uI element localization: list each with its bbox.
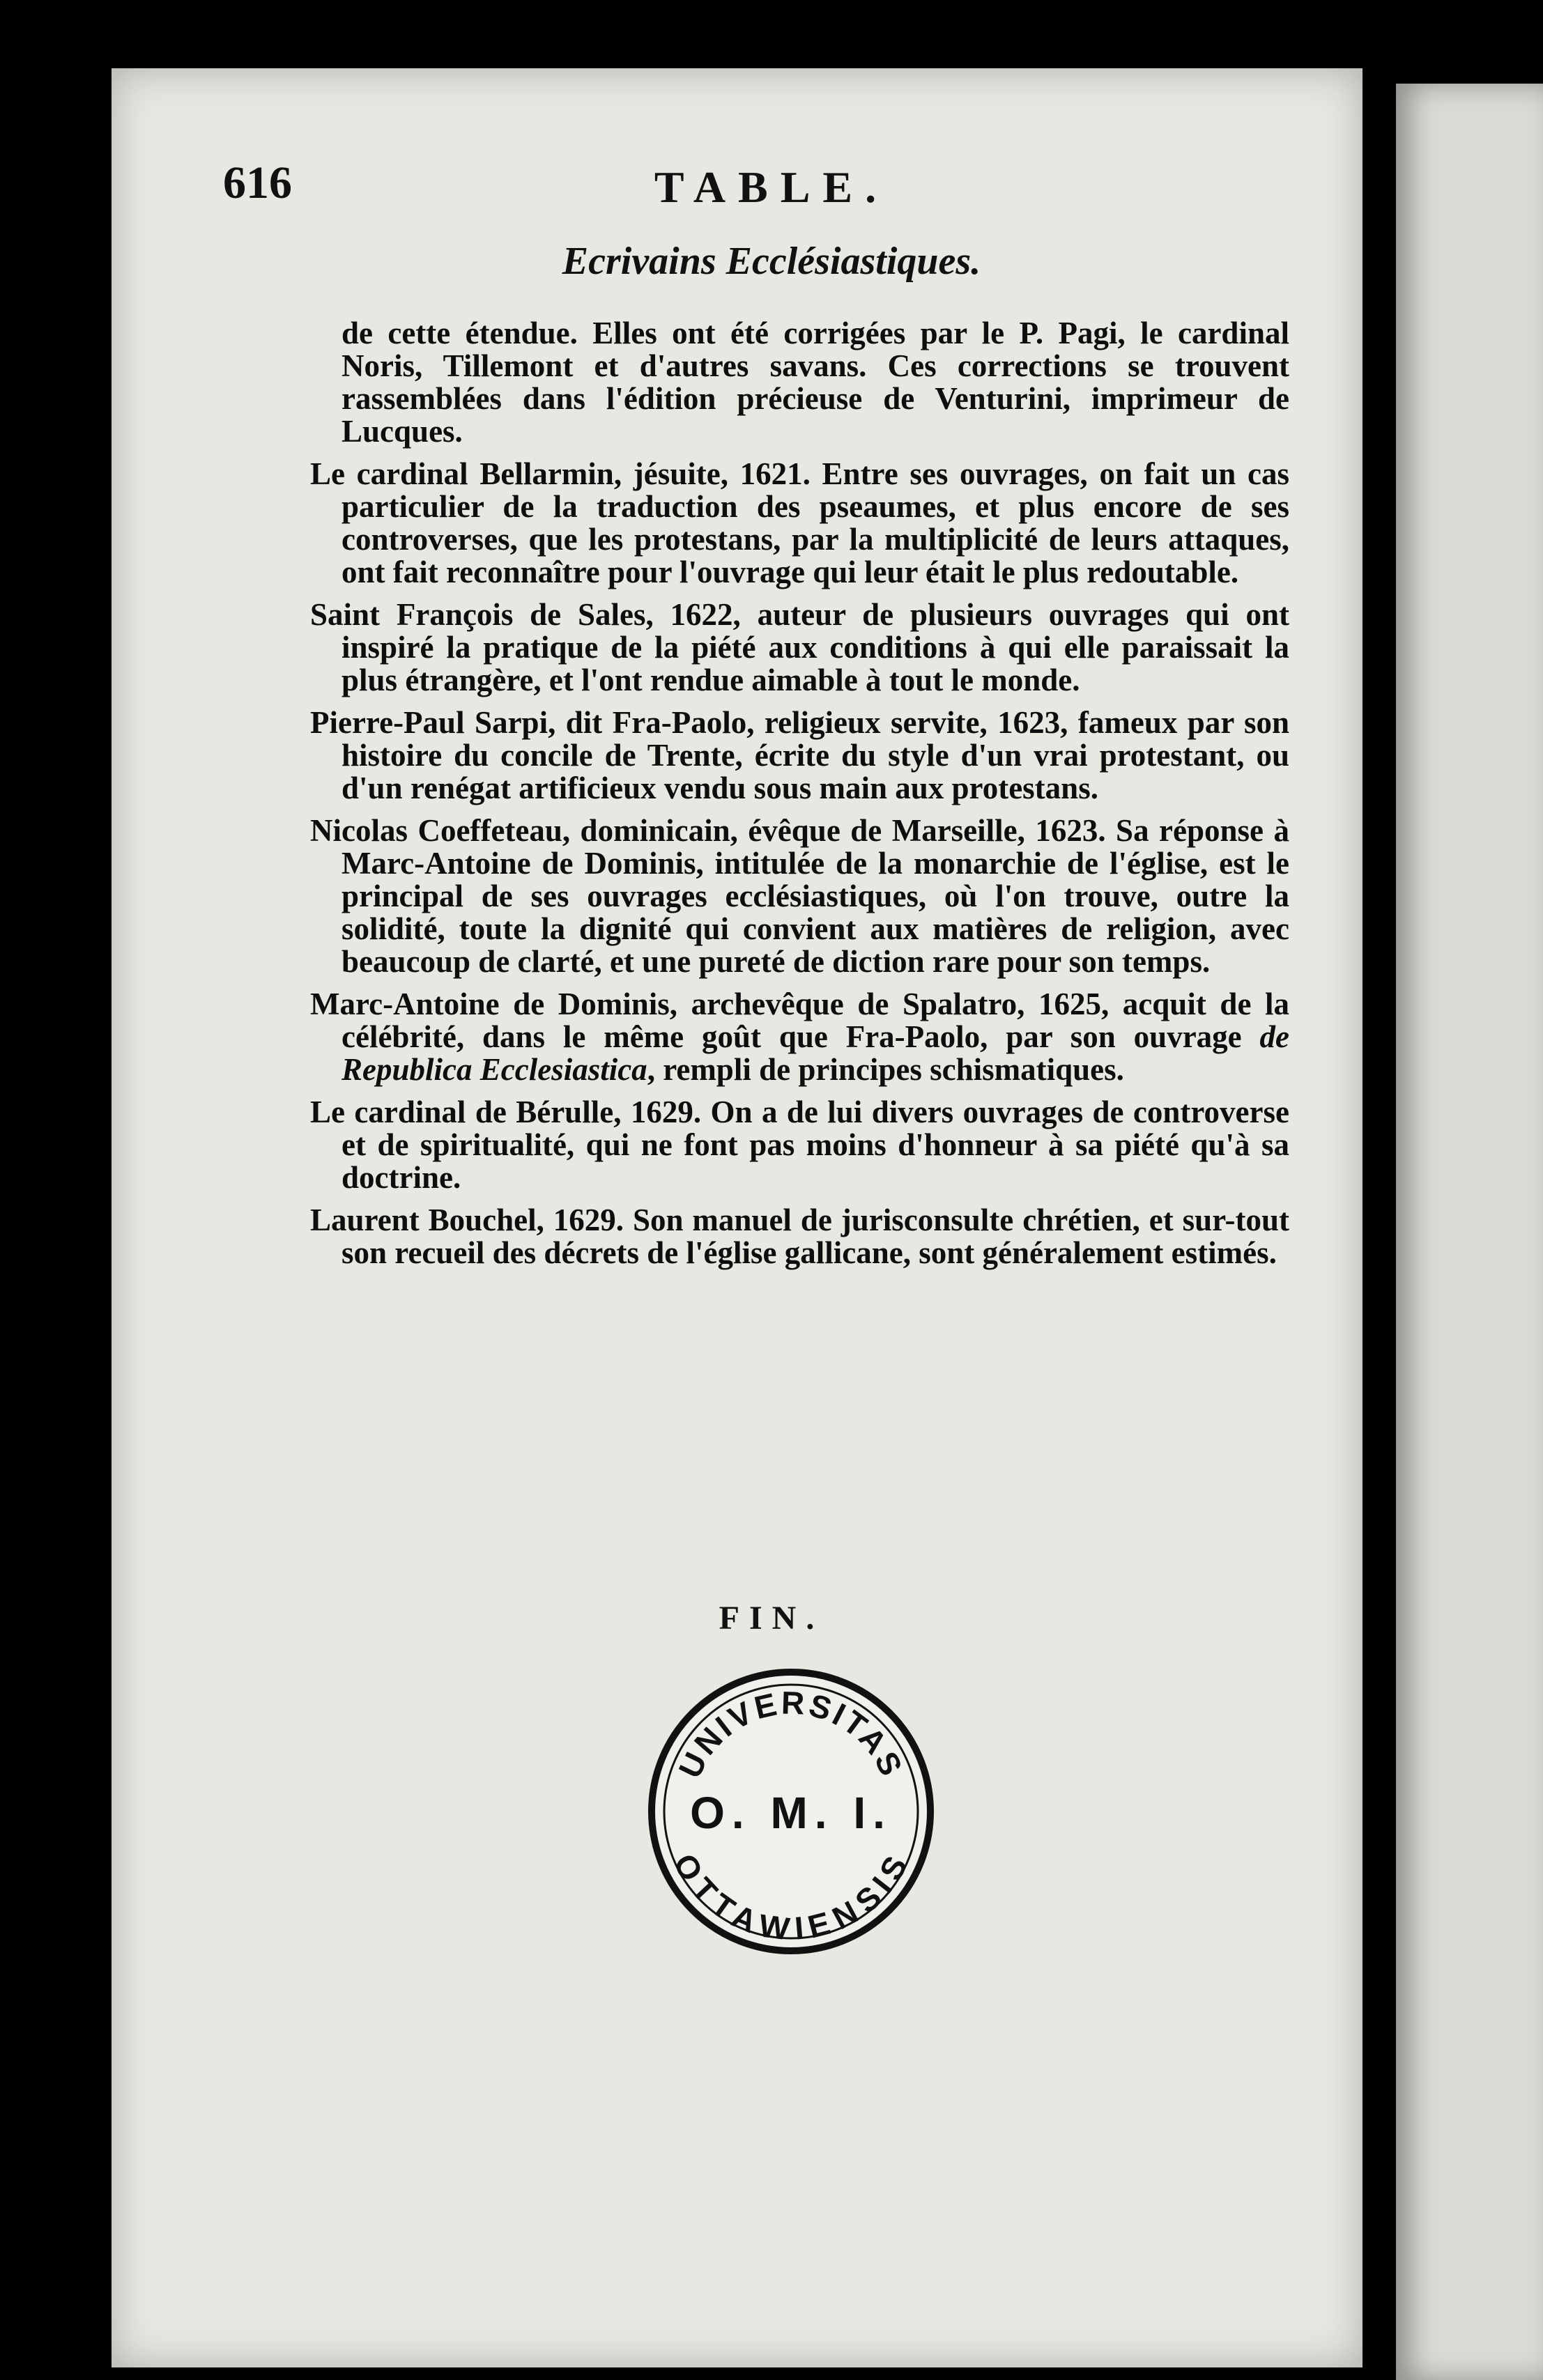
entry-bellarmin: Le cardinal Bellarmin, jésuite, 1621. Entre ses ouvrages, on fait un cas particulier de la traduction des pseaumes, et plus encore de ses controverses, que les protestans, par la multiplicité de leurs attaques, ont fait reconnaître pour l'ouvrage qui leur était le plus redoutable. [310, 456, 1289, 589]
stamp-bottom-text: OTTAWIENSIS [666, 1847, 916, 1948]
library-stamp [645, 1665, 937, 1958]
entry-bouchel: Laurent Bouchel, 1629. Son manuel de jurisconsulte chrétien, et sur-tout son recueil des décrets de l'église gallicane, sont généralement estimés. [310, 1203, 1289, 1270]
entry-continuation: de cette étendue. Elles ont été corrigées par le P. Pagi, le cardinal Noris, Tillemont et d'autres savans. Ces corrections se trouvent rassemblées dans l'édition précieuse de Venturini, imprimeur de Lucques. [341, 316, 1289, 449]
entry-berulle: Le cardinal de Bérulle, 1629. On a de lui divers ouvrages de controverse et de spiritualité, qui ne font pas moins d'honneur à sa piété qu'à sa doctrine. [310, 1095, 1289, 1195]
entry-dominis-text-before: Marc-Antoine de Dominis, archevêque de Spalatro, 1625, acquit de la célébrité, dans le même goût que Fra-Paolo, par son ouvrage [310, 987, 1289, 1054]
entry-francois-de-sales: Saint François de Sales, 1622, auteur de plusieurs ouvrages qui ont inspiré la pratique de la piété aux conditions à qui elle paraissait la plus étrangère, et l'ont rendue aimable à tout le monde. [310, 597, 1289, 697]
stamp-top-text: UNIVERSITAS [671, 1684, 911, 1784]
entry-dominis-text-after: , rempli de principes schismatiques. [647, 1052, 1124, 1087]
entry-coeffeteau: Nicolas Coeffeteau, dominicain, évêque de Marseille, 1623. Sa réponse à Marc-Antoine de Dominis, intitulée de la monarchie de l'église, est le principal de ses ouvrages ecclésiastiques, où l'on trouve, outre la solidité, toute la dignité qui convient aux matières de religion, avec beaucoup de clarté, et une pureté de diction rare pour son temps. [310, 813, 1289, 979]
entry-dominis-book-title: de Republica Ecclesiastica [341, 1019, 1289, 1087]
body-text [310, 317, 1289, 1279]
running-title: TABLE. [654, 162, 889, 212]
page-number: 616 [223, 157, 292, 208]
adjacent-page-edge [1396, 84, 1543, 2380]
entry-sarpi: Pierre-Paul Sarpi, dit Fra-Paolo, religieux servite, 1623, fameux par son histoire du concile de Trente, écrite du style d'un vrai protestant, ou d'un renégat artificieux vendu sous main aux protestans. [310, 705, 1289, 805]
section-heading: Ecrivains Ecclésiastiques. [562, 240, 981, 283]
stamp-center-text: O. M. I. [690, 1788, 892, 1838]
entry-dominis [310, 988, 1289, 1086]
finis-mark: FIN. [719, 1600, 824, 1637]
